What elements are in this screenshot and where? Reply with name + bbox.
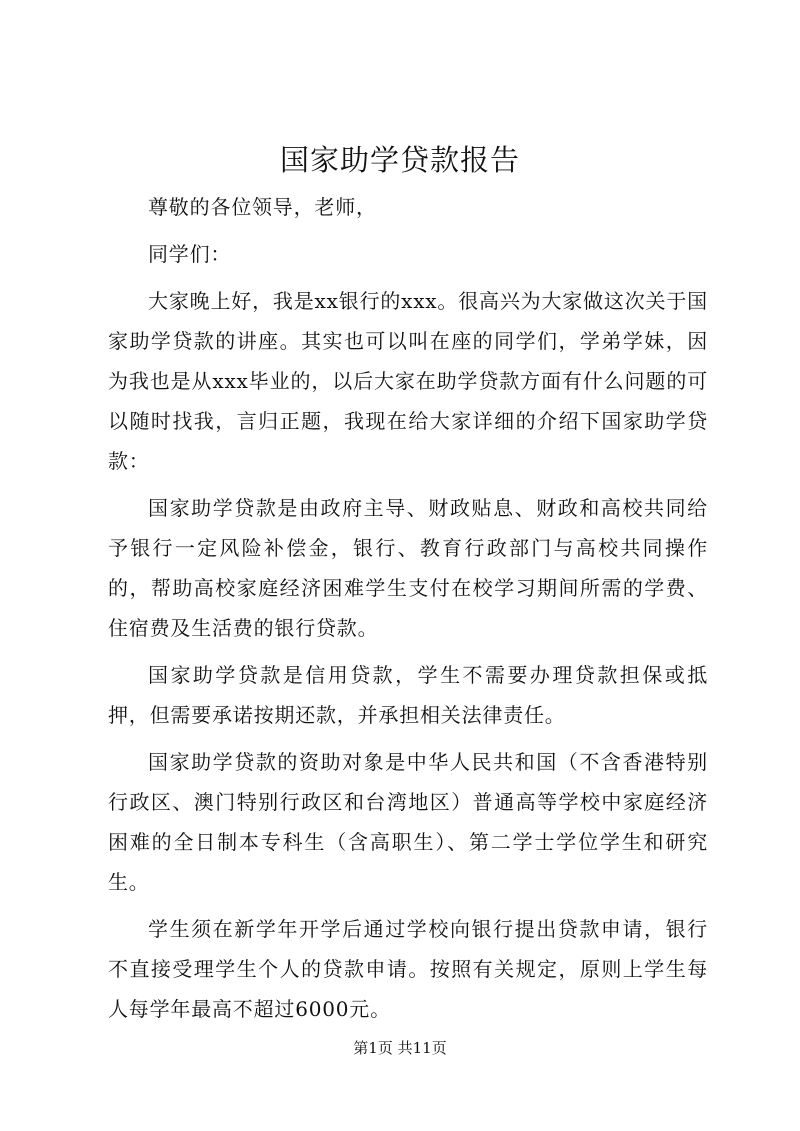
document-body <box>108 187 708 1036</box>
paragraph-definition: 国家助学贷款是由政府主导、财政贴息、财政和高校共同给予银行一定风险补偿金，银行、教育行政部门与高校共同操作的，帮助高校家庭经济困难学生支付在校学习期间所需的学费、住宿费及生活费的银行贷款。 <box>108 496 708 640</box>
paragraph-credit-loan: 国家助学贷款是信用贷款，学生不需要办理贷款担保或抵押，但需要承诺按期还款，并承担相关法律责任。 <box>108 663 708 727</box>
document-title: 国家助学贷款报告 <box>279 143 520 177</box>
paragraph-eligibility: 国家助学贷款的资助对象是中华人民共和国（不含香港特别行政区、澳门特别行政区和台湾地区）普通高等学校中家庭经济困难的全日制本专科生（含高职生）、第二学士学位学生和研究生。 <box>108 750 708 894</box>
page-footer: 第1页 共11页 <box>353 1039 447 1057</box>
salutation-line-2: 同学们： <box>148 242 232 266</box>
salutation-line-1: 尊敬的各位领导，老师， <box>148 195 377 219</box>
paragraph-application: 学生须在新学年开学后通过学校向银行提出贷款申请，银行不直接受理学生个人的贷款申请。按照有关规定，原则上学生每人每学年最高不超过6000元。 <box>108 917 708 1021</box>
paragraph-introduction: 大家晚上好，我是xx银行的xxx。很高兴为大家做这次关于国家助学贷款的讲座。其实也可以叫在座的同学们，学弟学妹，因为我也是从xxx毕业的，以后大家在助学贷款方面有什么问题的可以随时找我，言归正题，我现在给大家详细的介绍下国家助学贷款： <box>108 289 708 473</box>
